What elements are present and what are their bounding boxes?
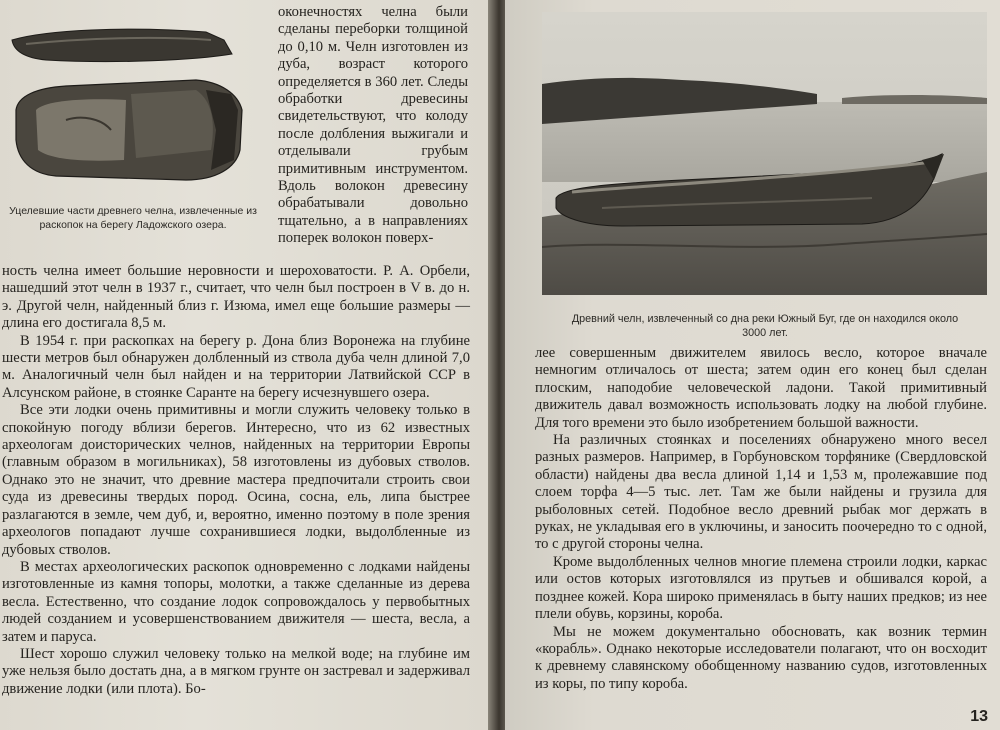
- left-page: [0, 0, 492, 730]
- left-figure-caption: Уцелевшие части древнего челна, извлеченные из раскопок на берегу Ладожского озера.: [9, 205, 257, 231]
- right-paragraph-2: На различных стоянках и поселениях обнаружено много весел разных размеров. Например, в Горбуновском торфянике (Свердловской области) найдены два весла длиной 1,14 и 1,53 м, пролежавшие под слоем торфа 4—5 тыс. лет. Там же были найдены и грузила для рыболовных сетей. Подобное весло древний рыбак мог держать в руках, не укладывая его в уключины, и заносить поочередно то с одной, то с другой стороны челна.: [535, 432, 987, 553]
- left-paragraph-5: Шест хорошо служил человеку только на мелкой воде; на глубине им уже нельзя было достать дна, а в мягком грунте он застревал и задерживал движение лодки (или плота). Бо-: [2, 645, 470, 697]
- left-paragraph-4: В местах археологических раскопок одновременно с лодками найдены изготовленные из камня топоры, молотки, а также сделанные из дерева весла. Естественно, что создание лодок сопровождалось у первобытных людей созданием и усовершенствованием движителя — шеста, весла, а затем и паруса.: [2, 558, 470, 645]
- left-paragraph-1: ность челна имеет большие неровности и шероховатости. Р. А. Орбели, нашедший этот челн в 1937 г., считает, что челн был построен в V в. до н. э. Другой челн, найденный близ г. Изюма, имел еще большие размеры — длина его достигала 8,5 м.: [2, 263, 470, 332]
- canoe-fragments-drawing: [6, 10, 256, 200]
- left-column-paragraph: оконечностях челна были сделаны переборки толщиной до 0,10 м. Челн изготовлен из дуба, возраст которого определяется в 360 лет. Следы обработки древесины свидетельствуют, что колоду после долбления выжигали и отделывали грубым примитивным инструментом. Вдоль волокон древесину обрабатывали довольно тщательно, а в направлениях поперек волокон поверх-: [278, 4, 468, 247]
- page-number: 13: [970, 708, 988, 725]
- left-column-text: [278, 4, 468, 248]
- right-photo-caption: Древний челн, извлеченный со дна реки Южный Буг, где он находился около 3000 лет.: [571, 313, 959, 339]
- right-paragraph-3: Кроме выдолбленных челнов многие племена строили лодки, каркас или остов которых изготовлялся из прутьев и обшивался корой, а позднее кожей. Кора широко применялась в быту наших предков; из нее плели обувь, корзины, короба.: [535, 553, 987, 623]
- right-body-text: [535, 345, 987, 693]
- left-paragraph-2: В 1954 г. при раскопках на берегу р. Дона близ Воронежа на глубине шести метров был обнаружен долбленный из ствола дуба челн длиной 7,0 м. Аналогичный челн был найден и на территории Латвийской ССР в Алсунском районе, в стоянке Саранте на берегу исчезнувшего озера.: [2, 332, 470, 401]
- right-paragraph-1: лее совершенным движителем явилось весло, которое вначале немногим отличалось от шеста; затем один его конец был сделан плоским, наподобие человеческой ладони. Такой примитивный движитель давал возможность использовать лодку на любой глубине. Для того времени это было изобретением большой важности.: [535, 345, 987, 431]
- left-paragraph-3: Все эти лодки очень примитивны и могли служить человеку только в спокойную погоду вблизи берегов. Интересно, что из 62 известных археологам доисторических челнов, найденных на территории Европы (главным образом в могильниках), 58 изготовлены из дубовых стволов. Однако это не значит, что древние мастера предпочитали строить свои суда из древесины твердых пород. Осина, сосна, ель, липа быстрее разлагаются в земле, чем дуб, и, вероятно, именно поэтому в поле зрения археологов попадают лучше сохранившиеся лодки, выдолбленные из дубовых стволов.: [2, 402, 470, 558]
- left-body-text: [2, 263, 470, 698]
- right-paragraph-4: Мы не можем документально обосновать, как возник термин «корабль». Однако некоторые исследователи полагают, что он восходит к древнему славянскому обобщенному названию судов, изготовленных из коры, по типу короба.: [535, 623, 987, 692]
- right-page: [505, 0, 1000, 730]
- ancient-canoe-photo: [542, 12, 987, 295]
